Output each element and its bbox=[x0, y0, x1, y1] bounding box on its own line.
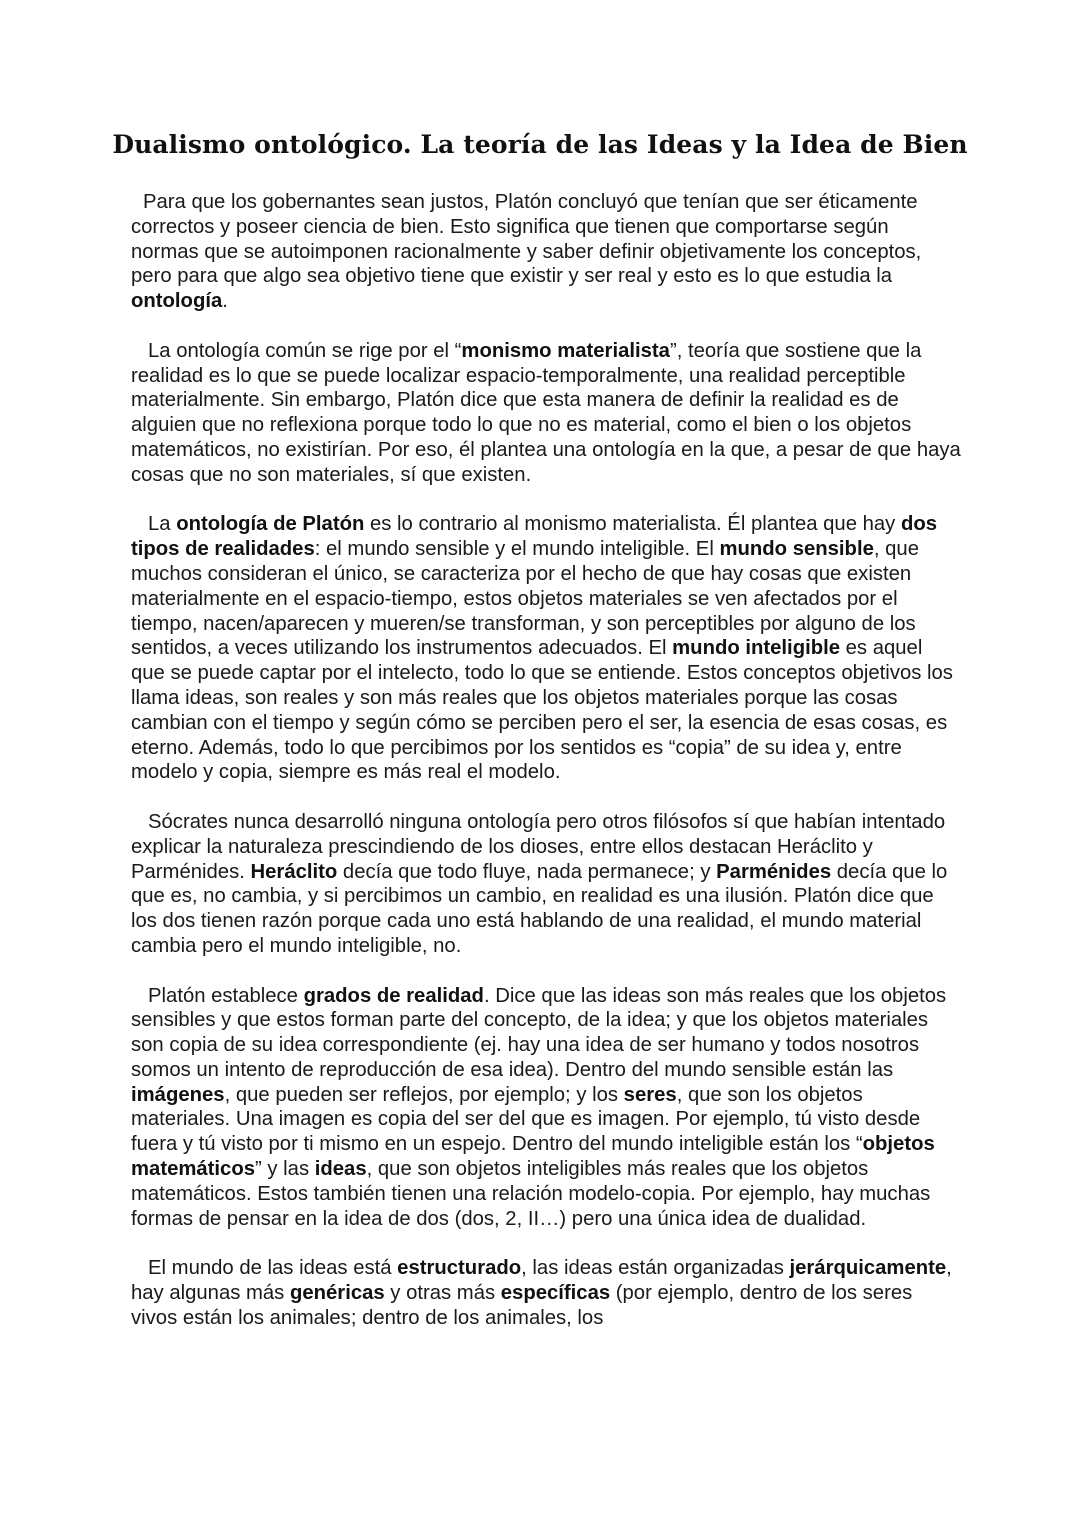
text-run: , las ideas están organizadas bbox=[521, 1257, 790, 1280]
bold-term: monismo materialista bbox=[461, 339, 670, 362]
text-run: , hay algunas más bbox=[131, 1257, 952, 1305]
text-run: decía que todo fluye, nada permanece; y bbox=[337, 860, 717, 883]
bold-term: Parménides bbox=[716, 860, 832, 883]
bold-term: mundo inteligible bbox=[672, 637, 841, 660]
bold-term: ontología de Platón bbox=[176, 513, 365, 536]
text-run: , que muchos consideran el único, se caracteriza por el hecho de que hay cosas que existen materialmente en el espacio-tiempo, estos objetos materiales se ven afectados por el tiempo, nacen/aparecen y mueren/se transforman, y son perceptibles por alguno de los sentidos, a veces utilizando los instrumentos adecuados. El bbox=[131, 538, 919, 660]
bold-term: grados de realidad bbox=[303, 984, 484, 1007]
bold-term: estructurado bbox=[397, 1257, 522, 1280]
text-run: ”, teoría que sostiene que la realidad es lo que se puede localizar espacio-temporalmente, una realidad perceptible materialmente. Sin embargo, Platón dice que esta manera de definir la realidad es de alguien que no reflexiona porque todo lo que no es material, como el bien o los objetos matemáticos, no existirían. Por eso, él plantea una ontología en la que, a pesar de que haya cosas que no son materiales, sí que existen. bbox=[131, 339, 961, 486]
paragraph bbox=[131, 339, 961, 488]
paragraph bbox=[131, 190, 961, 314]
paragraph bbox=[131, 810, 961, 959]
text-run: , que son los objetos materiales. Una imagen es copia del ser del que es imagen. Por ejemplo, tú visto desde fuera y tú visto por ti mismo en un espejo. Dentro del mundo inteligible están los “ bbox=[131, 1083, 921, 1156]
text-run: y otras más bbox=[384, 1282, 501, 1305]
bold-term: ontología bbox=[131, 290, 223, 313]
text-run: ” y las bbox=[255, 1158, 315, 1181]
document-body bbox=[131, 190, 961, 1355]
bold-term: jerárquicamente bbox=[789, 1257, 947, 1280]
bold-term: seres bbox=[623, 1083, 677, 1106]
bold-term: imágenes bbox=[131, 1083, 225, 1106]
text-run: , que son objetos inteligibles más reales que los objetos matemáticos. Estos también tienen una relación modelo-copia. Por ejemplo, hay muchas formas de pensar en la idea de dos (dos, 2, II…) pero una única idea de dualidad. bbox=[131, 1158, 931, 1230]
bold-term: dos tipos de realidades bbox=[131, 513, 938, 561]
text-run: El mundo de las ideas está bbox=[148, 1257, 398, 1280]
bold-term: específicas bbox=[500, 1282, 611, 1305]
text-run: es aquel que se puede captar por el intelecto, todo lo que se entiende. Estos conceptos objetivos los llama ideas, son reales y son más reales que los objetos materiales porque las cosas cambian con el tiempo y según cómo se perciben pero el ser, la esencia de esas cosas, es eterno. Además, todo lo que percibimos por los sentidos es “copia” de su idea y, entre modelo y copia, siempre es más real el modelo. bbox=[131, 637, 953, 784]
bold-term: genéricas bbox=[289, 1282, 385, 1305]
text-run: (por ejemplo, dentro de los seres vivos están los animales; dentro de los animales, los bbox=[131, 1282, 913, 1329]
text-run: , que pueden ser reflejos, por ejemplo; y los bbox=[224, 1083, 624, 1106]
text-run: decía que lo que es, no cambia, y si percibimos un cambio, en realidad es una ilusión. Platón dice que los dos tienen razón porque cada uno está hablando de una realidad, el mundo material cambia pero el mundo inteligible, no. bbox=[131, 860, 948, 957]
text-run: La bbox=[148, 513, 177, 536]
text-run: : el mundo sensible y el mundo inteligible. El bbox=[314, 538, 720, 561]
text-run: Para que los gobernantes sean justos, Platón concluyó que tenían que ser éticamente correctos y poseer ciencia de bien. Esto significa que tienen que comportarse según normas que se autoimponen racionalmente y saber definir objetivamente los conceptos, pero para que algo sea objetivo tiene que existir y ser real y esto es lo que estudia la bbox=[131, 191, 922, 288]
text-run: Platón establece bbox=[148, 984, 304, 1007]
text-run: . bbox=[222, 290, 228, 313]
text-run: . Dice que las ideas son más reales que los objetos sensibles y que estos forman parte del concepto, de la idea; y que los objetos materiales son copia de su idea correspondiente (ej. hay una idea de ser humano y todos nosotros somos un intento de reproducción de esa idea). Dentro del mundo sensible están las bbox=[131, 984, 947, 1081]
bold-term: Heráclito bbox=[250, 860, 338, 883]
paragraph bbox=[131, 1256, 961, 1330]
bold-term: objetos matemáticos bbox=[131, 1133, 935, 1181]
document-title: Dualismo ontológico. La teoría de las Ideas y la Idea de Bien bbox=[112, 130, 968, 159]
text-run: es lo contrario al monismo materialista. Él plantea que hay bbox=[364, 513, 901, 536]
text-run: Sócrates nunca desarrolló ninguna ontología pero otros filósofos sí que habían intentado explicar la naturaleza prescindiendo de los dioses, entre ellos destacan Heráclito y Parménides. bbox=[131, 810, 946, 883]
text-run: La ontología común se rige por el “ bbox=[148, 339, 462, 362]
paragraph bbox=[131, 512, 961, 785]
paragraph bbox=[131, 984, 961, 1232]
bold-term: ideas bbox=[314, 1158, 367, 1181]
bold-term: mundo sensible bbox=[719, 538, 874, 561]
